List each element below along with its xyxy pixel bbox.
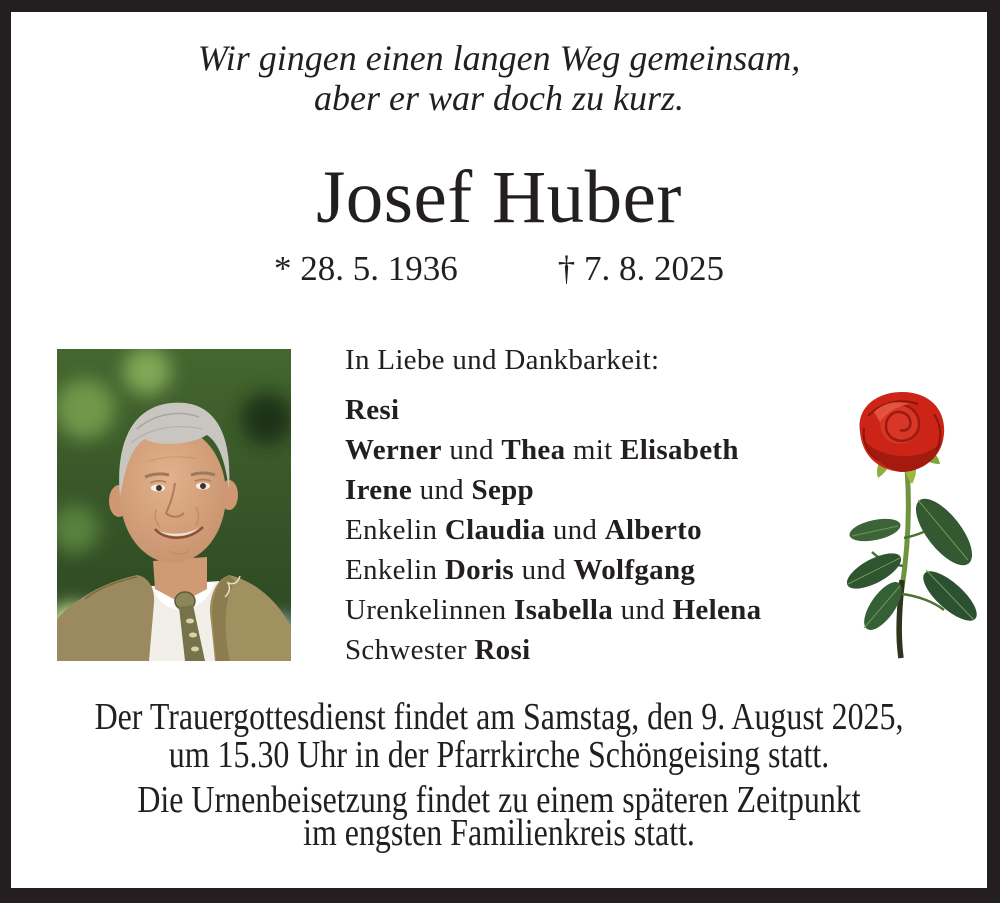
mourner-list — [345, 390, 865, 670]
mourner-name: Elisabeth — [620, 434, 739, 466]
service-announcement — [11, 698, 987, 774]
mourner-name: Irene — [345, 474, 413, 506]
birth-date: * 28. 5. 1936 — [274, 249, 458, 288]
burial-announcement-line-1: Die Urnenbeisetzung findet zu einem späteren Zeitpunkt — [137, 779, 861, 821]
mourner-name: Wolfgang — [573, 554, 696, 586]
mourner-line — [345, 430, 865, 470]
portrait-photo — [57, 349, 291, 661]
mourner-relation: Urenkelinnen — [345, 594, 514, 626]
mourner-relation: und — [613, 594, 673, 626]
mourner-name: Claudia — [444, 514, 546, 546]
mourner-line — [345, 590, 865, 630]
memorial-quote — [11, 38, 987, 118]
rose-image — [838, 388, 988, 666]
tribute-intro: In Liebe und Dankbarkeit: — [345, 344, 660, 376]
service-announcement-line-1: Der Trauergottesdienst findet am Samstag, den 9. August 2025, — [94, 696, 904, 738]
mourner-relation: und — [441, 434, 502, 466]
mourner-line — [345, 390, 865, 430]
memorial-quote-line-1: Wir gingen einen langen Weg gemeinsam, — [197, 38, 801, 78]
mourner-name: Resi — [345, 394, 400, 426]
portrait-illustration — [57, 349, 291, 661]
mourner-name: Isabella — [513, 594, 614, 626]
mourner-line — [345, 470, 865, 510]
mourner-name: Alberto — [604, 514, 702, 546]
mourner-name: Helena — [672, 594, 762, 626]
rose-illustration — [838, 388, 988, 666]
mourner-relation: Enkelin — [345, 514, 445, 546]
life-dates — [11, 250, 987, 288]
mourner-relation: mit — [565, 434, 621, 466]
service-announcement-line-2: um 15.30 Uhr in der Pfarrkirche Schöngeising statt. — [168, 734, 830, 776]
mourner-name: Thea — [501, 434, 566, 466]
burial-announcement — [11, 779, 987, 854]
deceased-name: Josef Huber — [316, 156, 682, 239]
mourner-line — [345, 630, 865, 670]
mourner-relation: und — [514, 554, 574, 586]
memorial-quote-line-2: aber er war doch zu kurz. — [314, 78, 684, 118]
death-date: † 7. 8. 2025 — [557, 249, 724, 288]
mourner-relation: und — [412, 474, 472, 506]
mourner-relation: Schwester — [345, 634, 475, 666]
mourner-relation: und — [545, 514, 605, 546]
mourner-name: Doris — [444, 554, 515, 586]
mourner-name: Sepp — [471, 474, 534, 506]
mourner-name: Werner — [345, 434, 442, 466]
mourner-line — [345, 510, 865, 550]
mourner-relation: Enkelin — [345, 554, 445, 586]
mourner-line — [345, 550, 865, 590]
burial-announcement-line-2: im engsten Familienkreis statt. — [303, 812, 695, 854]
mourner-name: Rosi — [474, 634, 531, 666]
